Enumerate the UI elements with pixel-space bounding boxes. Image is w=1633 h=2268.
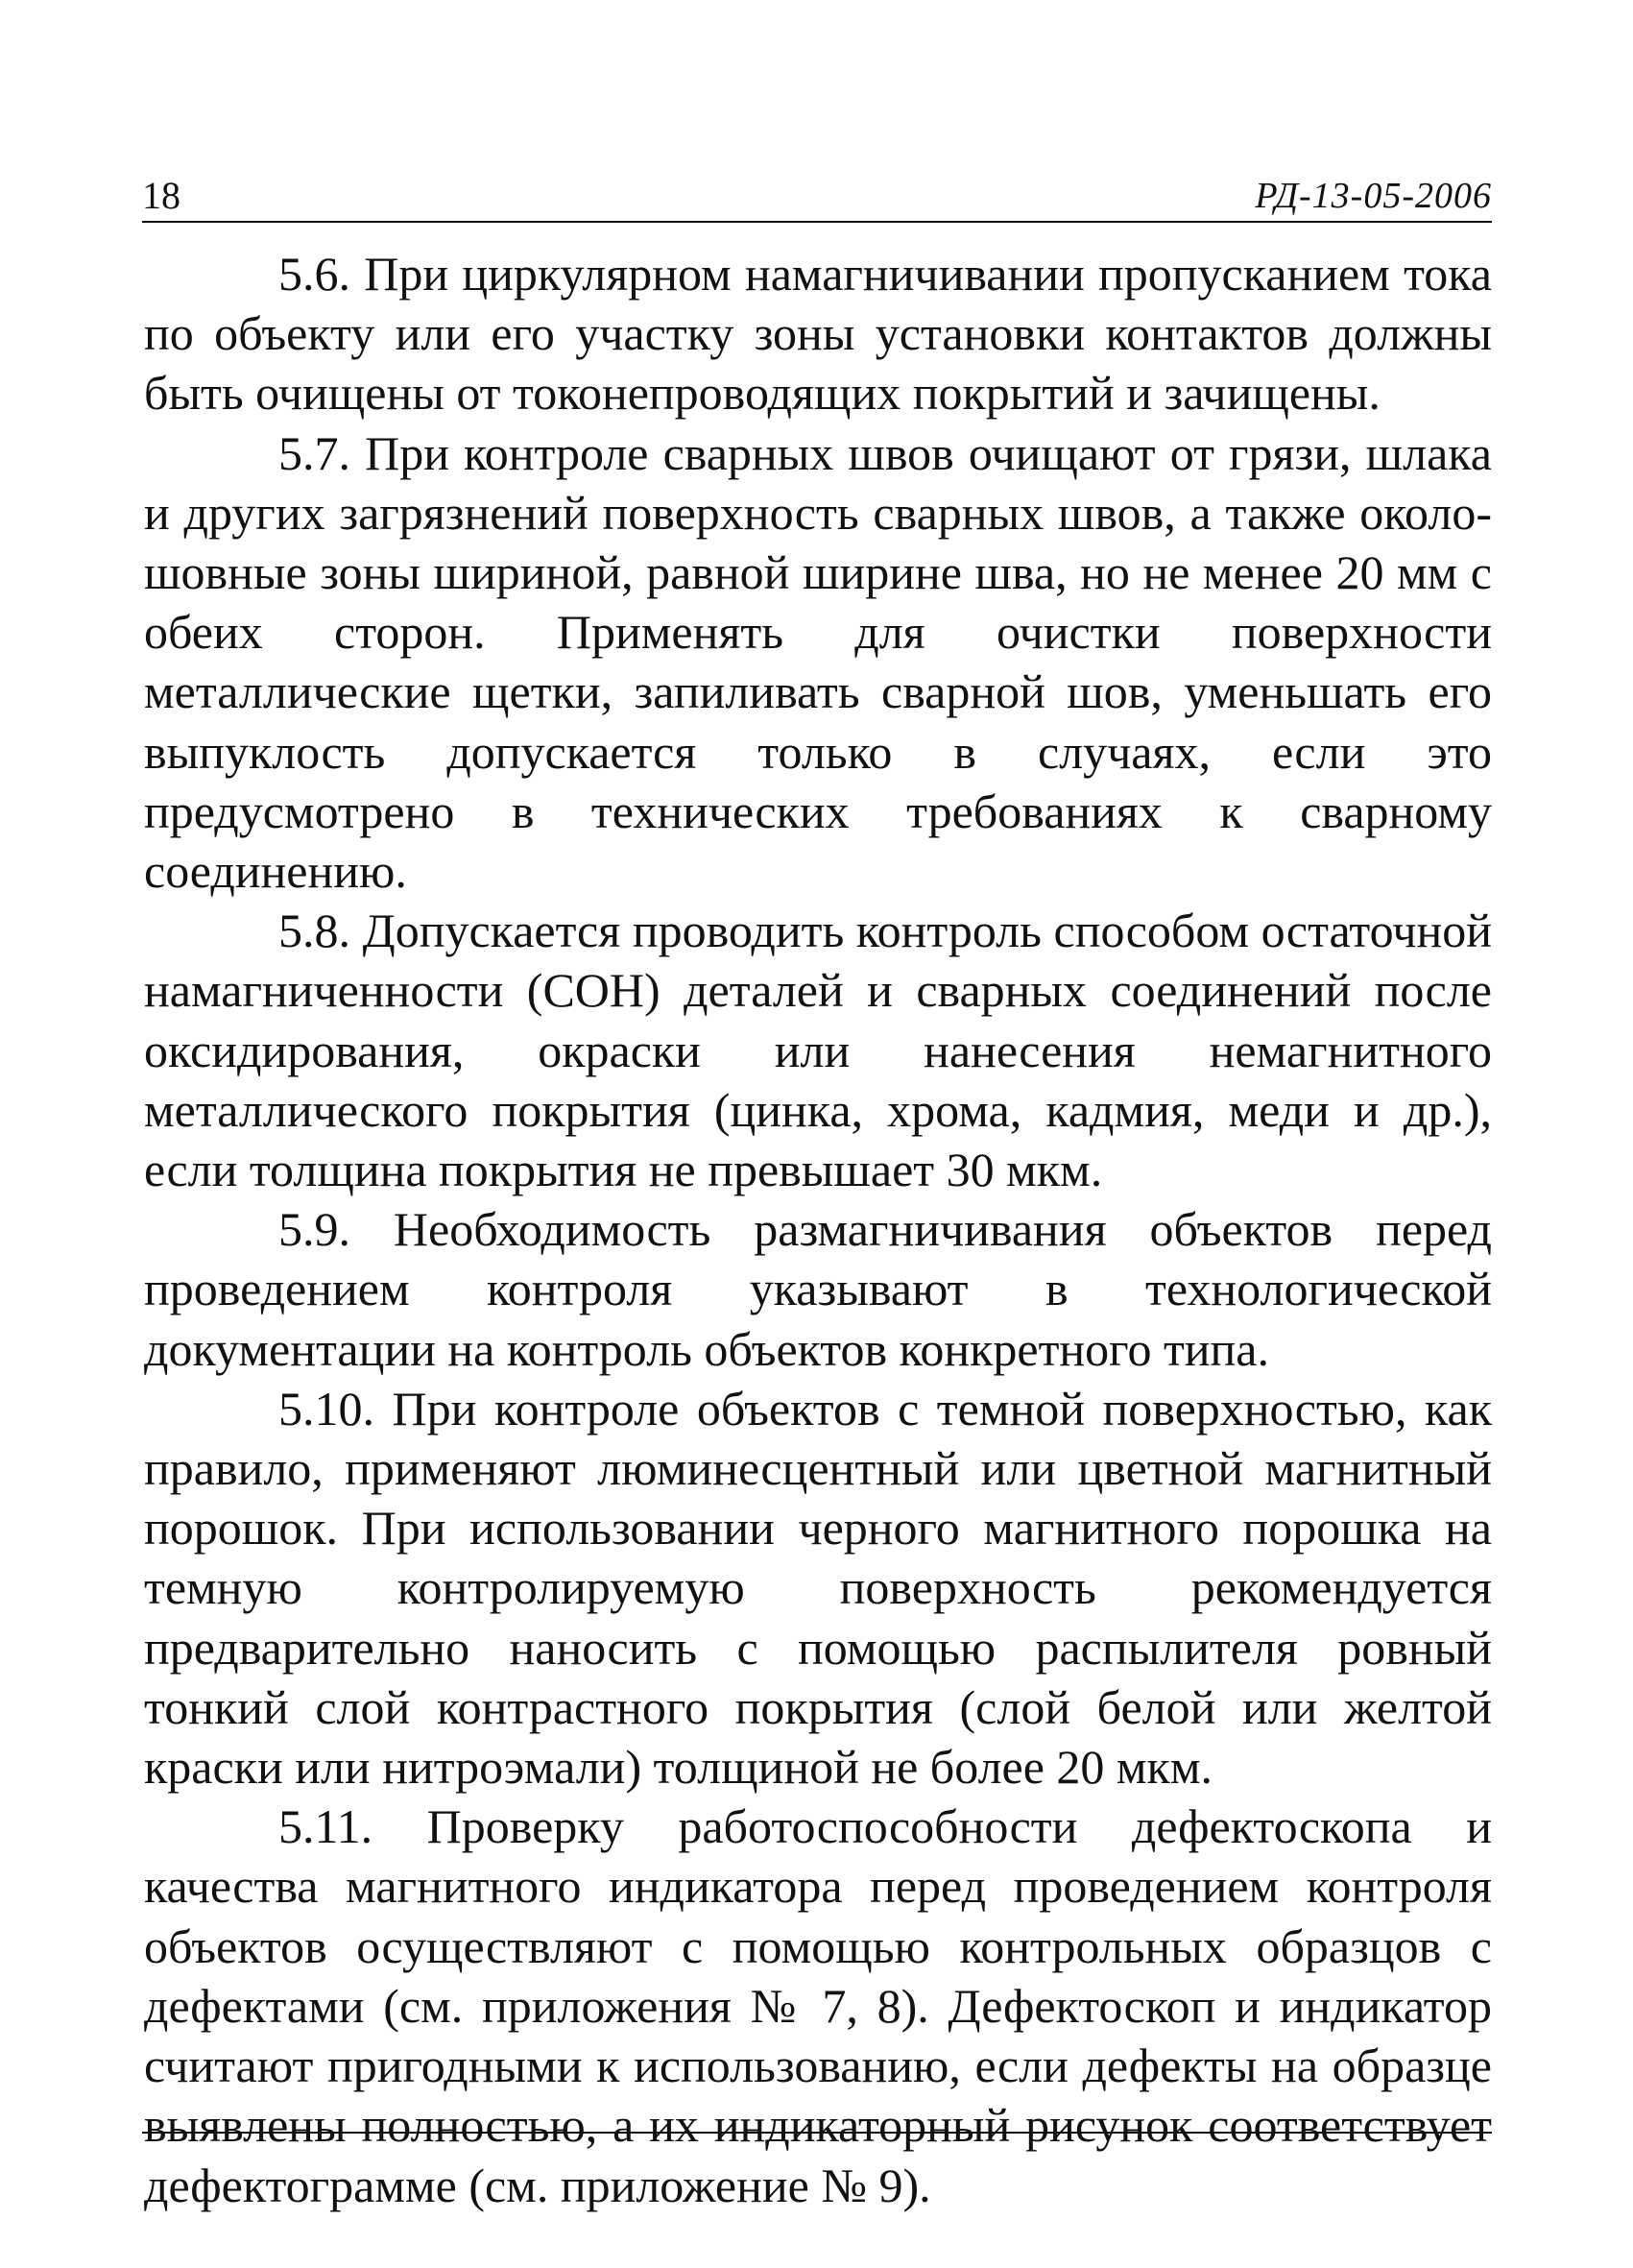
paragraph-5-8: 5.8. Допускается проводить контроль способом остаточной намагниченности (СОН) деталей и сварных соединений после оксидирования, окраски или нанесения немагнитного металлического покрытия (цинка, хрома, кадмия, меди и др.), если толщина покрытия не превышает 30 мкм. [144,904,1492,1197]
page-header [142,171,1492,225]
paragraph-5-9: 5.9. Необходимость размагничивания объектов перед проведением контроля указывают в технологической документации на контроль объектов конкретного типа. [144,1202,1492,1376]
document-body [144,244,1492,2215]
paragraph-5-11: 5.11. Проверку работоспособности дефектоскопа и качества магнитного индикатора перед проведением контроля объектов осуществляют с помощью контрольных образцов с дефектами (см. приложения № 7, 8). Дефектоскоп и индикатор считают пригодными к использованию, если дефекты на образце выявлены полностью, а их индикаторный рисунок соответствует дефектограмме (см. приложение № 9). [144,1799,1492,2212]
paragraph-5-10: 5.10. При контроле объектов с темной поверхностью, как правило, применяют люминесцентный или цветной магнитный порошок. При использовании черного магнитного порошка на темную контролируемую поверхность рекомендуется предварительно наносить с помощью распылителя ровный тонкий слой контрастного покрытия (слой белой или желтой краски или нитроэмали) толщиной не более 20 мкм. [144,1381,1492,1795]
document-code: РД-13-05-2006 [1255,176,1492,216]
paragraph-5-7: 5.7. При контроле сварных швов очищают от грязи, шлака и других загрязнений поверхность сварных швов, а также околошовные зоны шириной, равной ширине шва, но не менее 20 мм с обеих сторон. Применять для очистки поверхности металлические щетки, запиливать сварной шов, уменьшать его выпуклость допускается только в случаях, если это предусмотрено в технических требованиях к сварному соединению. [144,425,1492,899]
header-divider [142,221,1492,223]
page-number: 18 [142,174,180,217]
paragraph-5-6: 5.6. При циркулярном намагничивании пропусканием тока по объекту или его участку зоны установки контактов должны быть очищены от токонепроводящих покрытий и зачищены. [144,247,1492,421]
footer-divider [142,2132,1492,2134]
